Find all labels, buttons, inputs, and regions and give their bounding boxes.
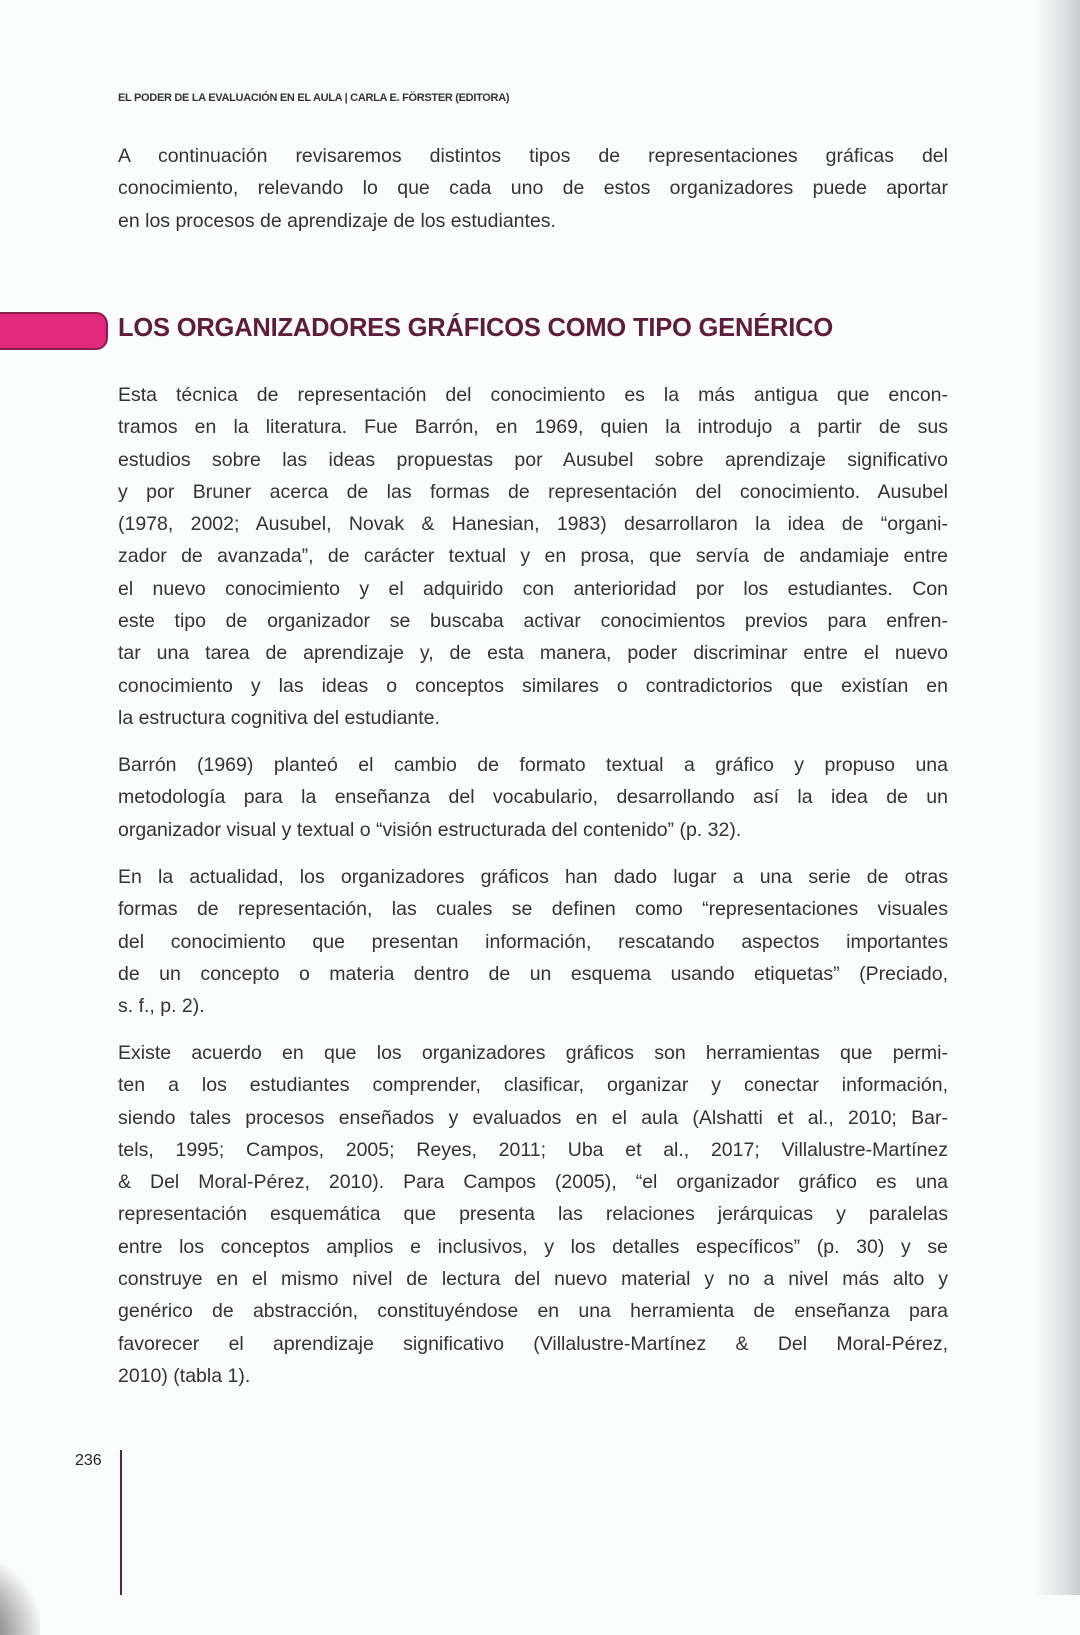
text-line: ten a los estudiantes comprender, clasificar, organizar y conectar información, [118, 1074, 948, 1097]
body-paragraph [118, 1037, 948, 1392]
page-edge-shadow [1035, 0, 1080, 1595]
text-line: la estructura cognitiva del estudiante. [118, 706, 440, 729]
text-line: En la actualidad, los organizadores gráficos han dado lugar a una serie de otras [118, 866, 948, 888]
text-line: zador de avanzada”, de carácter textual y en prosa, que servía de andamiaje entre [118, 545, 948, 568]
text-line: organizador visual y textual o “visión estructurada del contenido” (p. 32). [118, 818, 742, 841]
body-paragraph [118, 379, 948, 734]
body-paragraph [118, 861, 948, 1022]
text-line: s. f., p. 2). [118, 995, 205, 1018]
intro-paragraph [118, 140, 948, 237]
page-number: 236 [75, 1452, 102, 1469]
page-number-rule [120, 1450, 122, 1595]
text-line: estudios sobre las ideas propuestas por Ausubel sobre aprendizaje significativo [118, 448, 948, 471]
text-line: en los procesos de aprendizaje de los estudiantes. [118, 209, 556, 232]
page-corner-shadow [0, 1545, 40, 1635]
text-line: el nuevo conocimiento y el adquirido con anterioridad por los estudiantes. Con [118, 577, 948, 600]
text-line: conocimiento, relevando lo que cada uno de estos organizadores puede aportar [118, 177, 948, 200]
text-line: este tipo de organizador se buscaba activar conocimientos previos para enfren- [118, 610, 948, 633]
section-heading: LOS ORGANIZADORES GRÁFICOS COMO TIPO GENÉRICO [118, 314, 833, 342]
text-line: tels, 1995; Campos, 2005; Reyes, 2011; Uba et al., 2017; Villalustre-Martínez [118, 1138, 948, 1161]
text-line: 2010) (tabla 1). [118, 1364, 251, 1387]
section-marker-tab [0, 312, 108, 350]
text-line: de un concepto o materia dentro de un esquema usando etiquetas” (Preciado, [118, 962, 948, 985]
text-line: siendo tales procesos enseñados y evaluados en el aula (Alshatti et al., 2010; Bar- [118, 1106, 948, 1129]
text-line: genérico de abstracción, constituyéndose en una herramienta de enseñanza para [118, 1300, 948, 1323]
text-line: representación esquemática que presenta las relaciones jerárquicas y paralelas [118, 1203, 948, 1226]
text-line: formas de representación, las cuales se definen como “representaciones visuales [118, 898, 948, 921]
text-line: tramos en la literatura. Fue Barrón, en 1969, quien la introdujo a partir de sus [118, 416, 948, 439]
text-line: & Del Moral-Pérez, 2010). Para Campos (2005), “el organizador gráfico es una [118, 1171, 948, 1194]
text-line: (1978, 2002; Ausubel, Novak & Hanesian, 1983) desarrollaron la idea de “organi- [118, 513, 948, 536]
text-line: del conocimiento que presentan información, rescatando aspectos importantes [118, 930, 948, 953]
text-line: metodología para la enseñanza del vocabulario, desarrollando así la idea de un [118, 786, 948, 809]
text-line: tar una tarea de aprendizaje y, de esta manera, poder discriminar entre el nuevo [118, 642, 948, 665]
running-header: EL PODER DE LA EVALUACIÓN EN EL AULA | CARLA E. FÖRSTER (EDITORA) [118, 92, 510, 104]
body-paragraph [118, 749, 948, 846]
text-line: conocimiento y las ideas o conceptos similares o contradictorios que existían en [118, 674, 948, 697]
text-line: construye en el mismo nivel de lectura del nuevo material y no a nivel más alto y [118, 1268, 948, 1291]
text-line: Barrón (1969) planteó el cambio de formato textual a gráfico y propuso una [118, 754, 948, 776]
text-line: Esta técnica de representación del conocimiento es la más antigua que encon- [118, 384, 948, 406]
text-line: entre los conceptos amplios e inclusivos, y los detalles específicos” (p. 30) y se [118, 1235, 948, 1258]
text-line: y por Bruner acerca de las formas de representación del conocimiento. Ausubel [118, 480, 948, 503]
text-line: favorecer el aprendizaje significativo (Villalustre-Martínez & Del Moral-Pérez, [118, 1332, 948, 1355]
text-line: Existe acuerdo en que los organizadores gráficos son herramientas que permi- [118, 1042, 948, 1064]
text-line: A continuación revisaremos distintos tipos de representaciones gráficas del [118, 145, 948, 167]
